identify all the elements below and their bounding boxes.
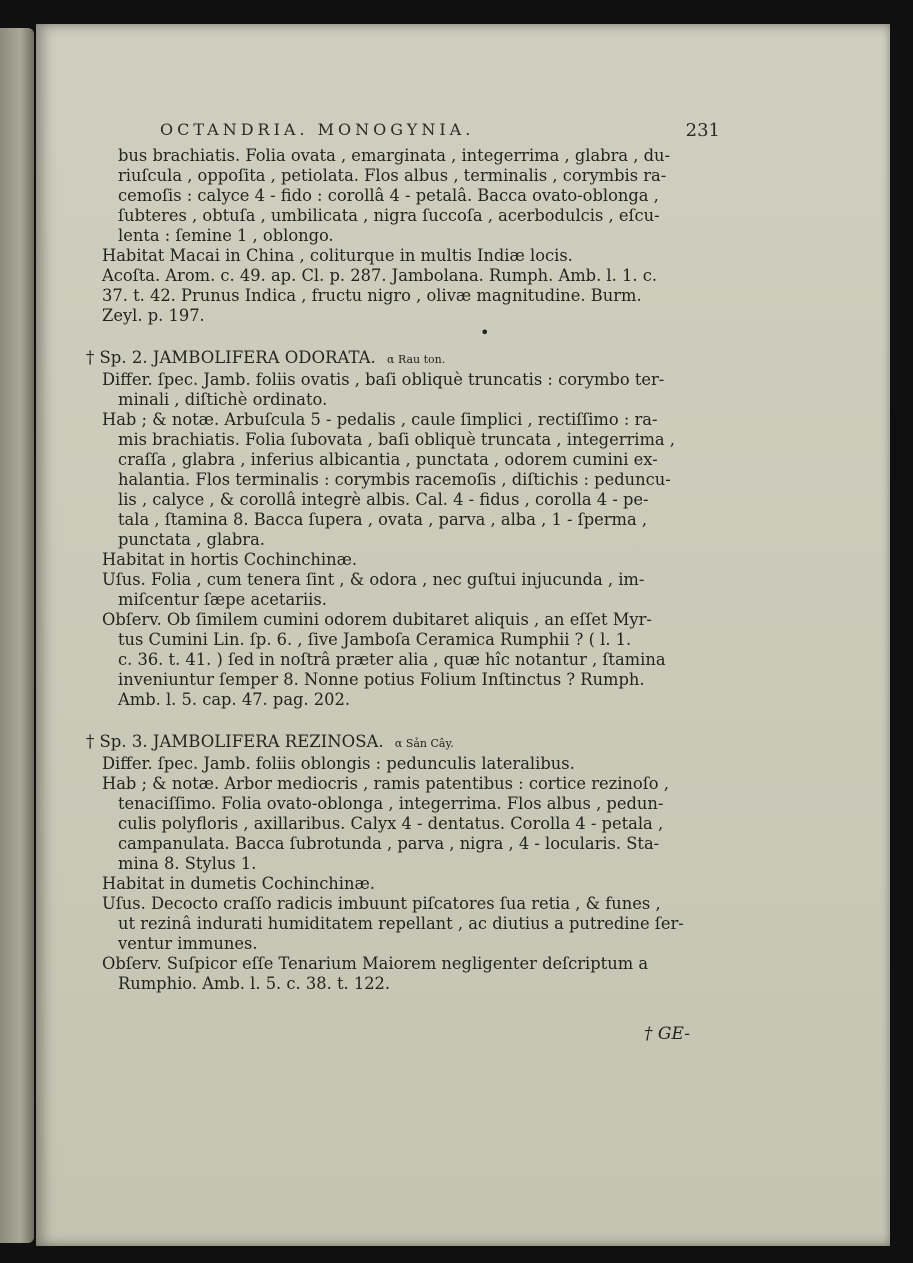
- species-3-habitus: [102, 774, 718, 874]
- text-line: Obſerv. Ob ſimilem cumini odorem dubitaret aliquis , an eſſet Myr-: [102, 610, 652, 629]
- text-line: lenta : ſemine 1 , oblongo.: [118, 226, 334, 245]
- text-line: Differ. ſpec. Jamb. foliis oblongis : pedunculis lateralibus.: [102, 754, 575, 773]
- species-3-title: † Sp. 3. JAMBOLIFERA REZINOSA.: [86, 732, 384, 751]
- running-head-title: OCTANDRIA. MONOGYNIA.: [160, 120, 475, 139]
- text-line: Hab ; & notæ. Arbuſcula 5 - pedalis , caule ſimplici , rectiſſimo : ra-: [102, 410, 658, 429]
- species-3-heading: [86, 732, 718, 754]
- text-line: tus Cumini Lin. ſp. 6. , ſive Jamboſa Ceramica Rumphii ? ( l. 1.: [118, 630, 632, 649]
- text-line: Amb. l. 5. cap. 47. pag. 202.: [118, 690, 351, 709]
- ornament-dot: •: [480, 323, 490, 342]
- species-3-observation: [102, 954, 718, 994]
- species-2-title: † Sp. 2. JAMBOLIFERA ODORATA.: [86, 348, 376, 367]
- text-line: tenaciſſimo. Folia ovato-oblonga , integerrima. Flos albus , pedun-: [118, 794, 664, 813]
- text-line: 37. t. 42. Prunus Indica , fructu nigro , olivæ magnitudine. Burm.: [102, 286, 642, 305]
- text-line: ut rezinâ indurati humiditatem repellant , ac diutius a putredine ſer-: [118, 914, 684, 933]
- text-line: Acoſta. Arom. c. 49. ap. Cl. p. 287. Jambolana. Rumph. Amb. l. 1. c.: [102, 266, 657, 285]
- text-line: Rumphio. Amb. l. 5. c. 38. t. 122.: [118, 974, 391, 993]
- text-line: ſubteres , obtuſa , umbilicata , nigra ſuccoſa , acerbodulcis , eſcu-: [118, 206, 660, 225]
- species-2-differ: [102, 370, 718, 410]
- text-line: Uſus. Decocto craſſo radicis imbuunt piſcatores ſua retia , & funes ,: [102, 894, 661, 913]
- text-line: craſſa , glabra , inferius albicantia , punctata , odorem cumini ex-: [118, 450, 658, 469]
- running-header: [160, 120, 720, 144]
- species-3-differ: [102, 754, 718, 774]
- species-3-habitat: Habitat in dumetis Cochinchinæ.: [102, 874, 375, 893]
- page-body: [86, 146, 718, 994]
- species-2-vernacular: α Rau ton.: [387, 353, 446, 366]
- intro-references: [102, 266, 718, 326]
- text-line: mina 8. Stylus 1.: [118, 854, 257, 873]
- intro-habitat: Habitat Macai in China , coliturque in multis Indiæ locis.: [102, 246, 573, 265]
- text-line: Hab ; & notæ. Arbor mediocris , ramis patentibus : cortice rezinoſo ,: [102, 774, 669, 793]
- text-line: punctata , glabra.: [118, 530, 265, 549]
- text-line: c. 36. t. 41. ) ſed in noſtrâ præter alia , quæ hîc notantur , ſtamina: [118, 650, 666, 669]
- text-line: miſcentur ſæpe acetariis.: [118, 590, 327, 609]
- intro-description: [118, 146, 718, 246]
- species-2-heading: [86, 348, 718, 370]
- text-line: campanulata. Bacca ſubrotunda , parva , nigra , 4 - locularis. Sta-: [118, 834, 660, 853]
- text-line: inveniuntur ſemper 8. Nonne potius Folium Inſtinctus ? Rumph.: [118, 670, 645, 689]
- species-3-usus: [102, 894, 718, 954]
- species-2-habitus: [102, 410, 718, 550]
- text-line: cemoſis : calyce 4 - fido : corollâ 4 - petalâ. Bacca ovato-oblonga ,: [118, 186, 659, 205]
- text-line: minali , diſtichè ordinato.: [118, 390, 328, 409]
- previous-page-edge: [0, 28, 34, 1243]
- species-3-vernacular: α Sản Cây.: [394, 737, 454, 750]
- species-2-habitat: Habitat in hortis Cochinchinæ.: [102, 550, 358, 569]
- species-2-usus: [102, 570, 718, 610]
- text-line: Uſus. Folia , cum tenera ſint , & odora , nec guſtui injucunda , im-: [102, 570, 645, 589]
- text-line: riuſcula , oppoſita , petiolata. Flos albus , terminalis , corymbis ra-: [118, 166, 667, 185]
- text-line: Obſerv. Suſpicor eſſe Tenarium Maiorem negligenter deſcriptum a: [102, 954, 649, 973]
- text-line: Zeyl. p. 197.: [102, 306, 205, 325]
- text-line: culis polyfloris , axillaribus. Calyx 4 - dentatus. Corolla 4 - petala ,: [118, 814, 664, 833]
- text-line: lis , calyce , & corollâ integrè albis. Cal. 4 - fidus , corolla 4 - pe-: [118, 490, 649, 509]
- text-line: mis brachiatis. Folia ſubovata , baſi obliquè truncata , integerrima ,: [118, 430, 675, 449]
- species-2-observation: [102, 610, 718, 710]
- text-line: ventur immunes.: [118, 934, 258, 953]
- text-line: tala , ſtamina 8. Bacca ſupera , ovata , parva , alba , 1 - ſperma ,: [118, 510, 648, 529]
- catchword: † GE-: [644, 1024, 690, 1044]
- page-number: 231: [685, 120, 720, 141]
- text-line: bus brachiatis. Folia ovata , emarginata , integerrima , glabra , du-: [118, 146, 671, 165]
- text-line: halantia. Flos terminalis : corymbis racemoſis , diſtichis : peduncu-: [118, 470, 671, 489]
- text-line: Differ. ſpec. Jamb. foliis ovatis , baſi obliquè truncatis : corymbo ter-: [102, 370, 665, 389]
